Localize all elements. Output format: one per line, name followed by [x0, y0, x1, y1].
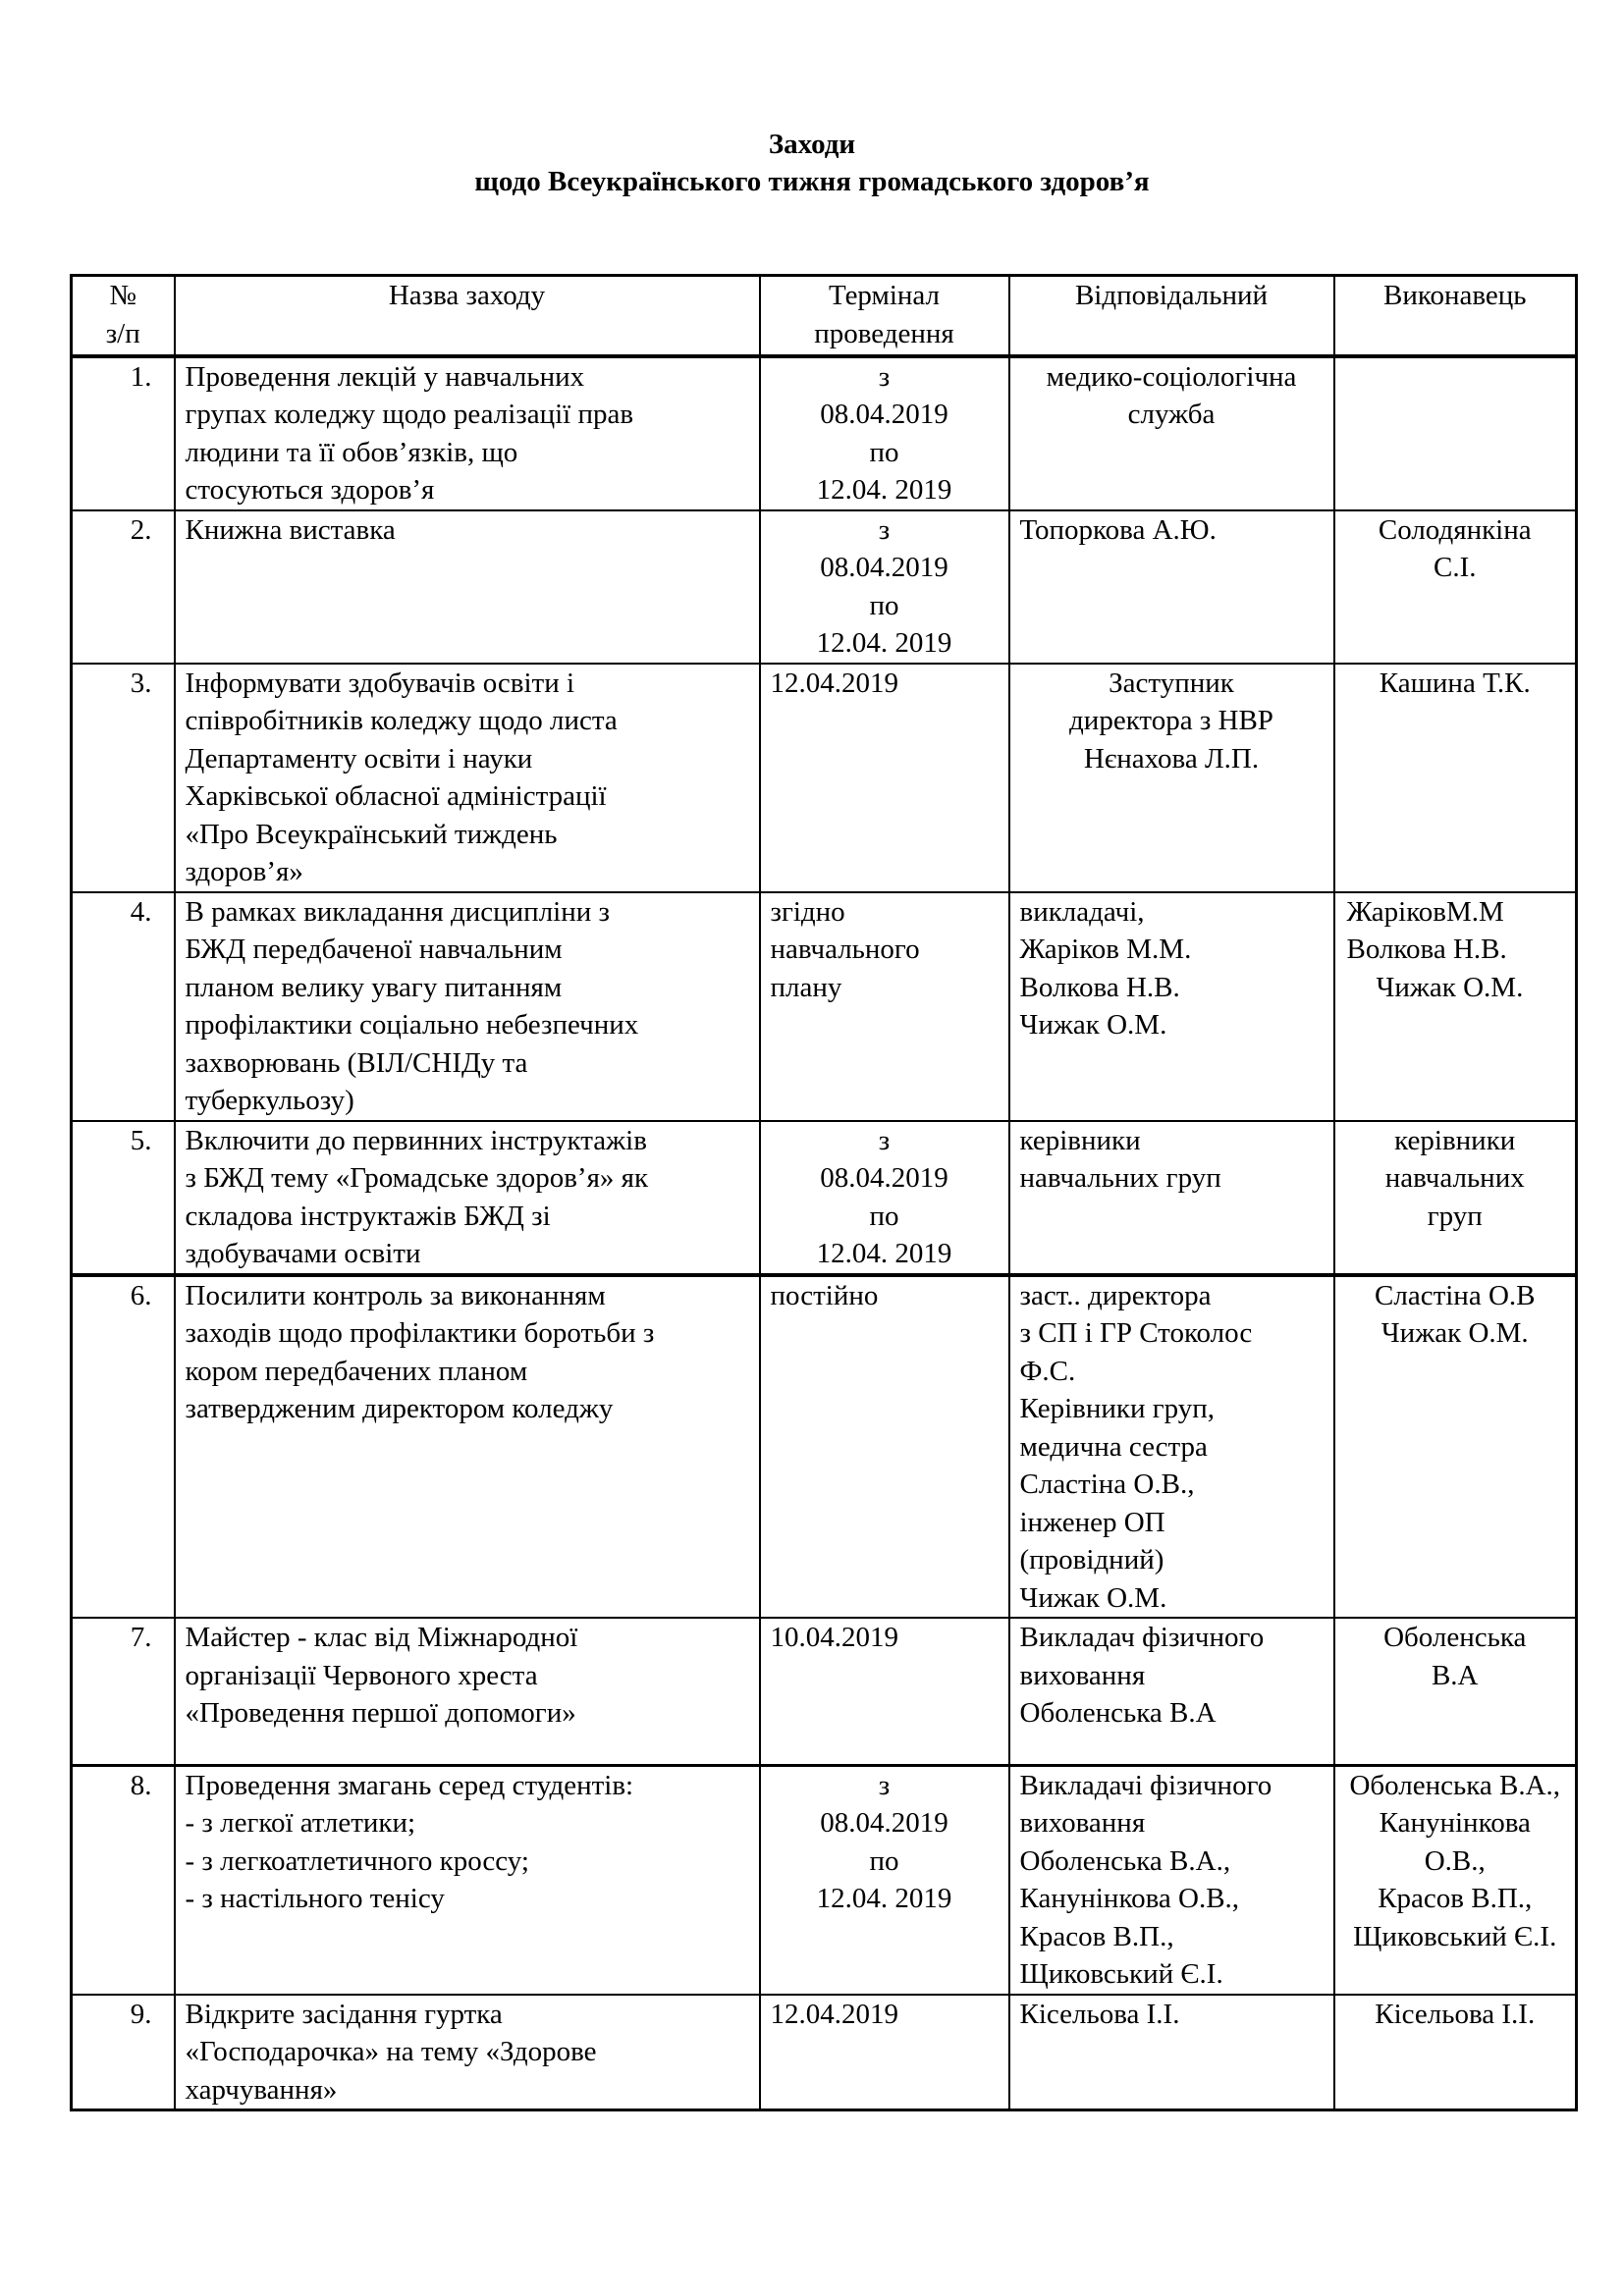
- title-line-2: щодо Всеукраїнського тижня громадського здоров’я: [474, 166, 1150, 197]
- cell-line: згідно: [770, 895, 845, 928]
- cell-line: БЖД передбаченої навчальним: [185, 934, 563, 965]
- executor-cell: [1334, 1121, 1577, 1275]
- cell-line: 10.04.2019: [770, 1622, 898, 1653]
- cell-line: С.І.: [1434, 552, 1477, 583]
- row-number: 9.: [72, 1995, 175, 2110]
- executor-cell: [1334, 510, 1577, 664]
- cell-line: Інформувати здобувачів освіти і: [185, 667, 575, 699]
- executor-cell: [1334, 892, 1577, 1121]
- cell-line: Термінал: [828, 280, 941, 311]
- cell-line: Солодянкіна: [1378, 513, 1532, 546]
- cell-line: складова інструктажів БЖД зі: [185, 1200, 551, 1232]
- row-number: 3.: [72, 664, 175, 892]
- cell-line: Заступник: [1109, 667, 1234, 699]
- executor-cell: [1334, 1275, 1577, 1619]
- cell-line: заходів щодо профілактики боротьби з: [185, 1317, 655, 1349]
- cell-line: Назва заходу: [388, 280, 546, 311]
- table-header-row: [72, 276, 1577, 356]
- cell-line: Відкрите засідання гуртка: [185, 1998, 503, 2030]
- cell-line: Канунінкова: [1379, 1807, 1531, 1839]
- cell-line: з: [878, 360, 891, 393]
- table-row: [72, 892, 1577, 1121]
- cell-line: директора з НВР: [1069, 705, 1273, 736]
- executor-cell: [1334, 1618, 1577, 1765]
- cell-line: 08.04.2019: [820, 1807, 948, 1839]
- cell-line: Чижак О.М.: [1380, 1317, 1529, 1349]
- cell-line: Щиковський Є.І.: [1019, 1958, 1223, 1990]
- cell-line: навчальних: [1384, 1162, 1525, 1194]
- cell-line: організації Червоного хреста: [185, 1659, 538, 1691]
- event-name-cell: [175, 356, 760, 510]
- cell-line: (провідний): [1019, 1544, 1164, 1575]
- cell-line: захворювань (ВІЛ/СНІДу та: [185, 1046, 528, 1079]
- cell-line: 12.04. 2019: [816, 1238, 952, 1269]
- cell-line: «Проведення першої допомоги»: [185, 1697, 576, 1729]
- cell-line: 12.04. 2019: [816, 1883, 952, 1914]
- cell-line: Красов В.П.,: [1378, 1883, 1533, 1914]
- cell-line: здоров’я»: [185, 856, 303, 887]
- cell-line: туберкульозу): [185, 1085, 354, 1116]
- cell-line: виховання: [1019, 1807, 1146, 1839]
- cell-line: керівники: [1394, 1124, 1516, 1156]
- cell-line: з СП і ГР Стоколос: [1019, 1317, 1253, 1349]
- row-number: 1.: [72, 356, 175, 510]
- row-number: 6.: [72, 1275, 175, 1619]
- cell-line: людини та її обов’язків, що: [185, 436, 518, 468]
- table-row: [72, 1995, 1577, 2110]
- cell-line: по: [869, 589, 899, 621]
- term-cell: [760, 1121, 1009, 1275]
- table-row: [72, 356, 1577, 510]
- cell-line: навчальних груп: [1019, 1162, 1221, 1194]
- cell-line: 08.04.2019: [820, 1162, 948, 1194]
- cell-line: планом велику увагу питанням: [185, 971, 563, 1003]
- cell-line: профілактики соціально небезпечних: [185, 1009, 639, 1041]
- cell-line: Проведення змагань серед студентів:: [185, 1769, 634, 1801]
- cell-line: з: [878, 1124, 891, 1156]
- header-term: [760, 276, 1009, 356]
- row-number: 2.: [72, 510, 175, 664]
- cell-line: Оболенська В.А.,: [1349, 1769, 1561, 1801]
- executor-cell: [1334, 356, 1577, 510]
- events-table: [70, 274, 1578, 2111]
- cell-line: Керівники груп,: [1019, 1393, 1216, 1424]
- term-cell: [760, 356, 1009, 510]
- cell-line: співробітників коледжу щодо листа: [185, 705, 618, 736]
- cell-line: Топоркова А.Ю.: [1019, 513, 1217, 546]
- cell-line: Харківської обласної адміністрації: [185, 780, 607, 812]
- responsible-cell: [1009, 1618, 1334, 1765]
- term-cell: [760, 510, 1009, 664]
- cell-line: 08.04.2019: [820, 399, 948, 430]
- cell-line: Кісельова І.І.: [1375, 1998, 1536, 2030]
- cell-line: Чижак О.М.: [1376, 971, 1524, 1003]
- term-cell: [760, 1765, 1009, 1995]
- term-cell: [760, 1618, 1009, 1765]
- cell-line: В.А: [1431, 1659, 1479, 1691]
- cell-line: медична сестра: [1019, 1430, 1208, 1463]
- cell-line: з: [878, 513, 891, 546]
- cell-line: «Господарочка» на тему «Здорове: [185, 2036, 597, 2067]
- term-cell: [760, 892, 1009, 1121]
- responsible-cell: [1009, 1995, 1334, 2110]
- event-name-cell: [175, 1121, 760, 1275]
- header-name: [175, 276, 760, 356]
- cell-line: Оболенська: [1383, 1622, 1527, 1653]
- cell-line: Посилити контроль за виконанням: [185, 1279, 606, 1311]
- cell-line: Чижак О.М.: [1019, 1009, 1167, 1041]
- cell-line: Проведення лекцій у навчальних: [185, 360, 585, 393]
- cell-line: харчування»: [185, 2073, 338, 2106]
- cell-line: груп: [1427, 1200, 1483, 1232]
- cell-line: Викладач фізичного: [1019, 1622, 1265, 1653]
- event-name-cell: [175, 1995, 760, 2110]
- responsible-cell: [1009, 664, 1334, 892]
- cell-line: групах коледжу щодо реалізації прав: [185, 399, 634, 430]
- cell-line: Щиковський Є.І.: [1353, 1920, 1557, 1952]
- event-name-cell: [175, 1618, 760, 1765]
- cell-line: 12.04. 2019: [816, 474, 952, 506]
- cell-line: В рамках викладання дисципліни з: [185, 895, 610, 928]
- header-executor: [1334, 276, 1577, 356]
- cell-line: з БЖД тему «Громадське здоров’я» як: [185, 1162, 649, 1194]
- cell-line: Департаменту освіти і науки: [185, 742, 533, 774]
- event-name-cell: [175, 892, 760, 1121]
- cell-line: ЖаріковМ.М: [1346, 895, 1504, 928]
- row-number: 8.: [72, 1765, 175, 1995]
- event-name-cell: [175, 510, 760, 664]
- row-number: 4.: [72, 892, 175, 1121]
- cell-line: Канунінкова О.В.,: [1019, 1883, 1240, 1914]
- title-line-1: Заходи: [768, 129, 856, 160]
- table-row: [72, 1618, 1577, 1765]
- table-row: [72, 1765, 1577, 1995]
- table-row: [72, 1275, 1577, 1619]
- cell-line: 12.04. 2019: [816, 627, 952, 659]
- cell-line: з: [878, 1769, 891, 1801]
- cell-line: кором передбачених планом: [185, 1355, 528, 1387]
- cell-line: №: [109, 280, 137, 311]
- cell-line: медико-соціологічна: [1046, 360, 1297, 393]
- responsible-cell: [1009, 892, 1334, 1121]
- cell-line: Сластіна О.В: [1375, 1279, 1536, 1311]
- term-cell: [760, 1275, 1009, 1619]
- cell-line: Кісельова І.І.: [1019, 1998, 1180, 2030]
- term-cell: [760, 1995, 1009, 2110]
- header-responsible: [1009, 276, 1334, 356]
- cell-line: затвердженим директором коледжу: [185, 1393, 614, 1424]
- cell-line: по: [869, 1844, 899, 1877]
- table-row: [72, 664, 1577, 892]
- responsible-cell: [1009, 510, 1334, 664]
- cell-line: - з легкої атлетики;: [185, 1807, 416, 1839]
- row-number: 7.: [72, 1618, 175, 1765]
- responsible-cell: [1009, 1121, 1334, 1275]
- cell-line: - з легкоатлетичного кроссу;: [185, 1844, 529, 1877]
- cell-line: з/п: [105, 317, 140, 349]
- row-number: 5.: [72, 1121, 175, 1275]
- responsible-cell: [1009, 1275, 1334, 1619]
- cell-line: 12.04.2019: [770, 667, 898, 699]
- event-name-cell: [175, 1275, 760, 1619]
- cell-line: інженер ОП: [1019, 1506, 1165, 1538]
- cell-line: Красов В.П.,: [1019, 1920, 1174, 1952]
- term-cell: [760, 664, 1009, 892]
- cell-line: здобувачами освіти: [185, 1238, 421, 1269]
- cell-line: стосуються здоров’я: [185, 474, 435, 506]
- table-row: [72, 1121, 1577, 1275]
- executor-cell: [1334, 1765, 1577, 1995]
- cell-line: «Про Всеукраїнський тиждень: [185, 818, 558, 850]
- cell-line: Майстер - клас від Міжнародної: [185, 1622, 578, 1653]
- responsible-cell: [1009, 356, 1334, 510]
- cell-line: Відповідальний: [1074, 280, 1269, 311]
- cell-line: О.В.,: [1424, 1844, 1486, 1877]
- executor-cell: [1334, 664, 1577, 892]
- cell-line: Сластіна О.В.,: [1019, 1468, 1195, 1500]
- cell-line: керівники: [1019, 1124, 1141, 1156]
- cell-line: Кашина Т.К.: [1379, 667, 1531, 699]
- cell-line: Волкова Н.В.: [1346, 934, 1507, 965]
- table-row: [72, 510, 1577, 664]
- document-title: [0, 126, 1624, 200]
- cell-line: Оболенська В.А: [1019, 1697, 1217, 1729]
- cell-line: проведення: [814, 317, 954, 349]
- cell-line: Волкова Н.В.: [1019, 971, 1180, 1003]
- executor-cell: [1334, 1995, 1577, 2110]
- cell-line: Чижак О.М.: [1019, 1581, 1167, 1614]
- event-name-cell: [175, 664, 760, 892]
- cell-line: Викладачі фізичного: [1019, 1769, 1272, 1801]
- cell-line: - з настільного тенісу: [185, 1883, 445, 1914]
- responsible-cell: [1009, 1765, 1334, 1995]
- cell-line: плану: [770, 971, 842, 1003]
- cell-line: викладачі,: [1019, 895, 1145, 928]
- header-num: [72, 276, 175, 356]
- cell-line: Ф.С.: [1019, 1355, 1076, 1387]
- cell-line: Оболенська В.А.,: [1019, 1844, 1231, 1877]
- cell-line: Книжна виставка: [185, 513, 396, 546]
- cell-line: Нєнахова Л.П.: [1083, 742, 1260, 774]
- cell-line: Жаріков М.М.: [1019, 934, 1192, 965]
- cell-line: Виконавець: [1382, 280, 1527, 311]
- cell-line: навчального: [770, 934, 920, 965]
- cell-line: постійно: [770, 1279, 879, 1311]
- cell-line: 08.04.2019: [820, 552, 948, 583]
- cell-line: 12.04.2019: [770, 1998, 898, 2030]
- cell-line: служба: [1127, 399, 1216, 430]
- cell-line: виховання: [1019, 1659, 1146, 1691]
- event-name-cell: [175, 1765, 760, 1995]
- cell-line: по: [869, 1200, 899, 1232]
- cell-line: по: [869, 436, 899, 468]
- cell-line: Включити до первинних інструктажів: [185, 1124, 647, 1156]
- cell-line: заст.. директора: [1019, 1279, 1212, 1311]
